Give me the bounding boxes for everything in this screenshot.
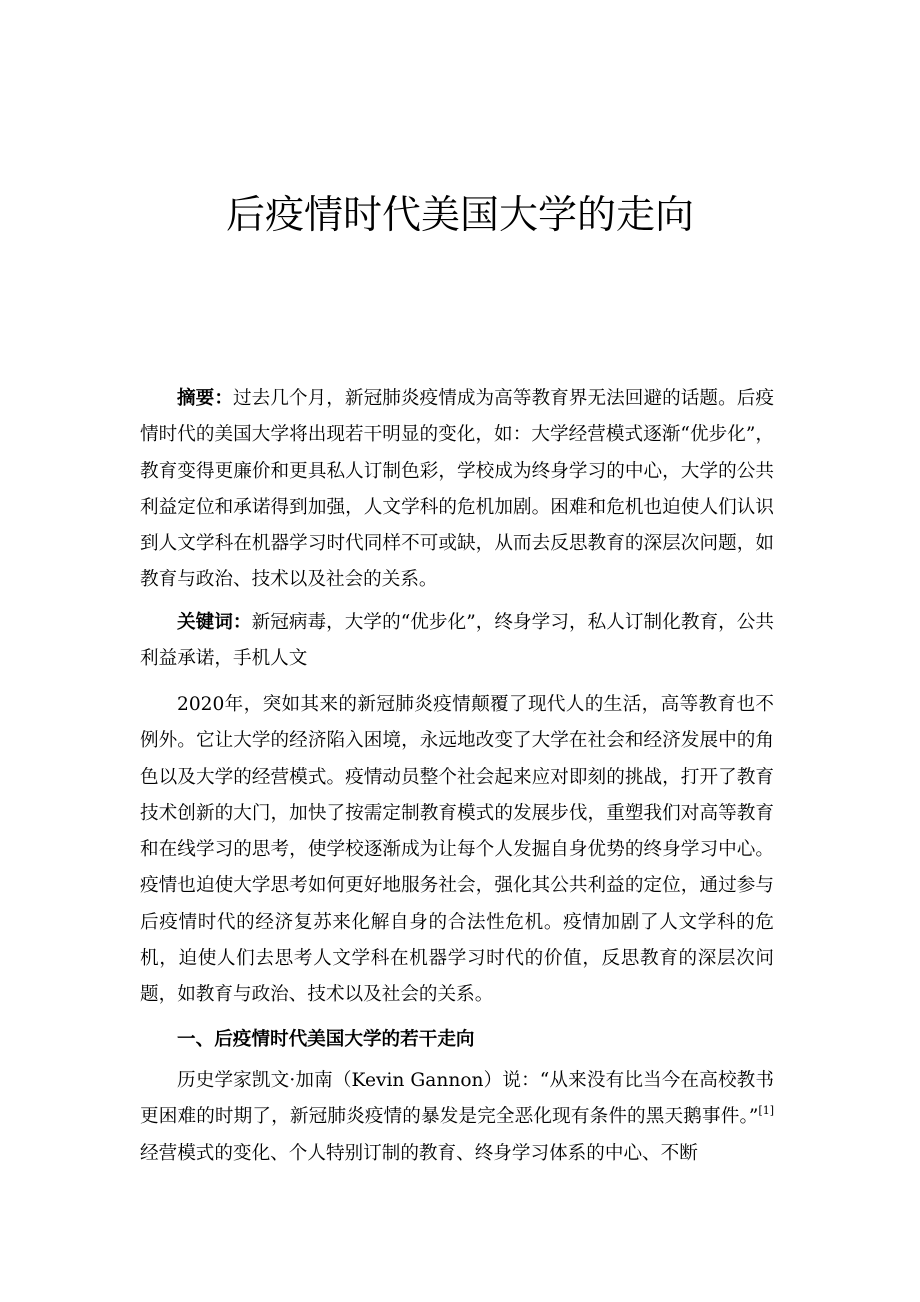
intro-block	[140, 687, 774, 1014]
abstract-label: 摘要：	[177, 388, 233, 409]
citation-marker[interactable]: [1]	[758, 1104, 774, 1118]
keywords-block	[140, 605, 774, 678]
keywords-label: 关键词：	[177, 612, 252, 633]
abstract-block	[140, 381, 774, 599]
section-1-paragraph	[140, 1063, 774, 1172]
document-title: 后疫情时代美国大学的走向	[225, 193, 694, 238]
intro-paragraph: 2020年，突如其来的新冠肺炎疫情颠覆了现代人的生活，高等教育也不例外。它让大学的经济陷入困境，永远地改变了大学在社会和经济发展中的角色以及大学的经营模式。疫情动员整个社会起来应对即刻的挑战，打开了教育技术创新的大门，加快了按需定制教育模式的发展步伐，重塑我们对高等教育和在线学习的思考，使学校逐渐成为让每个人发掘自身优势的终身学习中心。疫情也迫使大学思考如何更好地服务社会，强化其公共利益的定位，通过参与后疫情时代的经济复苏来化解自身的合法性危机。疫情加剧了人文学科的危机，迫使人们去思考人文学科在机器学习时代的价值，反思教育的深层次问题，如教育与政治、技术以及社会的关系。	[140, 694, 774, 1006]
section-1-body-block	[140, 1063, 774, 1172]
quote-text: 历史学家凯文·加南（Kevin Gannon）说：“从来没有比当今在高校教书更困难的时期了，新冠肺炎疫情的暴发是完全恶化现有条件的黑天鹅事件。”	[140, 1070, 774, 1128]
abstract-paragraph	[140, 381, 774, 599]
abstract-text: 过去几个月，新冠肺炎疫情成为高等教育界无法回避的话题。后疫情时代的美国大学将出现若干明显的变化，如：大学经营模式逐渐“优步化”，教育变得更廉价和更具私人订制色彩，学校成为终身学习的中心，大学的公共利益定位和承诺得到加强，人文学科的危机加剧。困难和危机也迫使人们认识到人文学科在机器学习时代同样不可或缺，从而去反思教育的深层次问题，如教育与政治、技术以及社会的关系。	[140, 388, 774, 591]
section-1-heading-block	[140, 1022, 774, 1058]
continuation-text: 经营模式的变化、个人特别订制的教育、终身学习体系的中心、不断	[140, 1142, 698, 1164]
keywords-paragraph	[140, 605, 774, 678]
keywords-text: 新冠病毒，大学的“优步化”，终身学习，私人订制化教育，公共利益承诺，手机人文	[140, 612, 774, 670]
section-heading: 一、后疫情时代美国大学的若干走向	[177, 1029, 475, 1050]
